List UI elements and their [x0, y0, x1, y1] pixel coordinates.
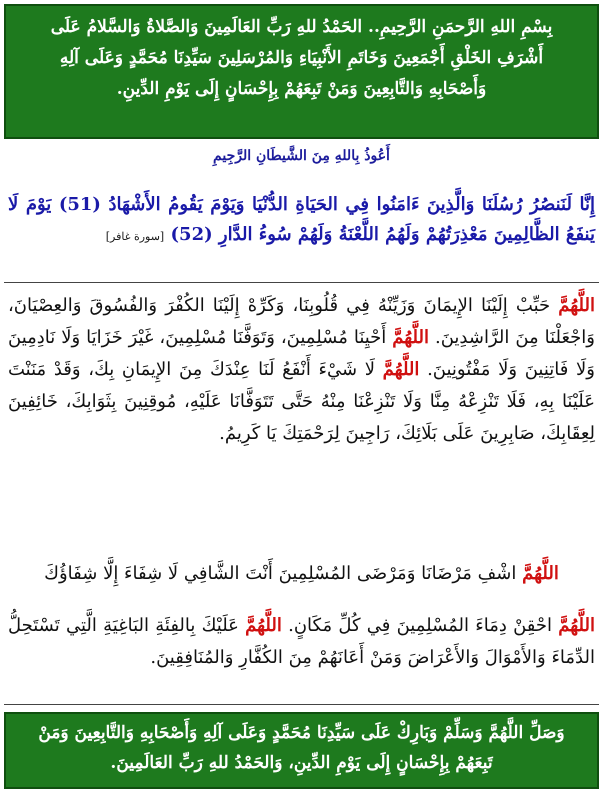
- allahumma-1: اللَّهُمَّ: [558, 295, 595, 316]
- allahumma-2: اللَّهُمَّ: [392, 327, 430, 348]
- header-line-3: وَأَصْحَابِهِ وَالتَّابِعِينَ وَمَنْ تَبِعَهُمْ بِإِحْسَانٍ إِلَى يَوْمِ الدِّينِ.: [116, 79, 487, 99]
- header-box: [4, 4, 599, 139]
- dua-shifa-text: اشْفِ مَرْضَانَا وَمَرْضَى المُسْلِمِينَ أَنْتَ الشَّافِي لَا شِفَاءَ إِلَّا شِفَاؤُكَ: [44, 563, 523, 584]
- istiadha: أَعُوذُ بِاللهِ مِنَ الشَّيطَانِ الرَّجِيمِ: [213, 148, 390, 164]
- footer-line-1: وَصَلِّ اللَّهُمَّ وَسَلِّمْ وَبَارِكْ عَلَى سَيِّدِنَا مُحَمَّدٍ وَعَلَى آلِهِ وَأَصْحَابِهِ وَالتَّابِعِينَ وَمَنْ: [38, 723, 565, 743]
- dua-shifa: [8, 558, 595, 590]
- allahumma-shifa: اللَّهُمَّ: [522, 563, 559, 584]
- dua-last-text-1: احْقِنْ دِمَاءَ المُسْلِمِينَ فِي كُلِّ مَكَانٍ.: [281, 615, 559, 636]
- allahumma-3: اللَّهُمَّ: [382, 359, 420, 380]
- surah-reference: [سورة غافر]: [105, 230, 165, 243]
- divider-1: [4, 282, 599, 283]
- verse-52: لَا يَنفَعُ الظَّالِمِينَ مَعْذِرَتُهُمْ وَلَهُمُ اللَّعْنَةُ وَلَهُمْ سُوءُ الدَّارِ (52): [8, 194, 595, 245]
- dua-last-text-2: عَلَيْكَ بِالفِئَةِ البَاغِيَةِ الَّتِي تَسْتَحِلُّ الدِّمَاءَ وَالأَمْوَالَ وَالأَعْرَاضَ وَمَنْ أَعَانَهُمْ مِنَ الكُفَّارِ وَالمُنَافِقِينَ.: [8, 615, 595, 668]
- allahumma-last-1: اللَّهُمَّ: [558, 615, 595, 636]
- dua-main-text-3: لَا شَيْءَ أَنْفَعُ لَنَا عِنْدَكَ مِنَ الإِيمَانِ بِكَ، وَقَدْ مَنَنْتَ عَلَيْنَا بِهِ، فَلَا تَنْزِعْهُ مِنَّا وَلَا تَنْزِعْنَا مِنْهُ حَتَّى تَتَوَفَّانَا عَلَيْهِ، مُوقِنِينَ بِثَوَابِكَ، خَائِفِينَ لِعِقَابِكَ، صَابِرِينَ عَلَى بَلَائِكَ، رَاجِينَ لِرَحْمَتِكَ يَا كَرِيمُ.: [8, 359, 595, 444]
- divider-2: [4, 704, 599, 705]
- dua-last: [8, 610, 595, 674]
- dua-main-text-1: حَبِّبْ إِلَيْنَا الإِيمَانَ وَزَيِّنْهُ فِي قُلُوبِنَا، وَكَرِّهْ إِلَيْنَا الكُفْرَ وَالفُسُوقَ وَالعِصْيَانَ، وَاجْعَلْنَا مِنَ الرَّاشِدِينَ.: [8, 295, 596, 348]
- header-line-2: أَشْرَفِ الخَلْقِ أَجْمَعِينَ وَخَاتَمِ الأَنْبِيَاءِ وَالمُرْسَلِينَ سَيِّدِنَا مُحَمَّدٍ وَعَلَى آلِهِ: [59, 48, 544, 68]
- verse-51: إِنَّا لَنَنصُرُ رُسُلَنَا وَالَّذِينَ ءَامَنُوا فِي الحَيَاةِ الدُّنْيَا وَيَوْمَ يَقُومُ الأَشْهَادُ (51) يَوْمَ: [25, 194, 595, 215]
- allahumma-last-2: اللَّهُمَّ: [245, 615, 282, 636]
- quran-verses: [8, 190, 595, 252]
- header-line-1: بِسْمِ اللهِ الرَّحمَنِ الرَّحِيمِ.. الحَمْدُ للهِ رَبِّ العَالَمِينَ وَالصَّلاةُ وَالسَّلامُ عَلَى: [50, 17, 553, 37]
- dua-main: [8, 290, 595, 450]
- dua-main-text-2: أَحْيِنَا مُسْلِمِينَ، وَتَوَفَّنَا مُسْلِمِينَ، غَيْرَ خَزَايَا وَلَا نَادِمِينَ وَلَا فَاتِنِينَ وَلَا مَفْتُونِينَ.: [8, 327, 595, 380]
- footer-line-2: تَبِعَهُمْ بِإِحْسَانٍ إِلَى يَوْمِ الدِّينِ، وَالحَمْدُ للهِ رَبِّ العَالَمِينَ.: [110, 753, 493, 773]
- footer-box: [4, 712, 599, 789]
